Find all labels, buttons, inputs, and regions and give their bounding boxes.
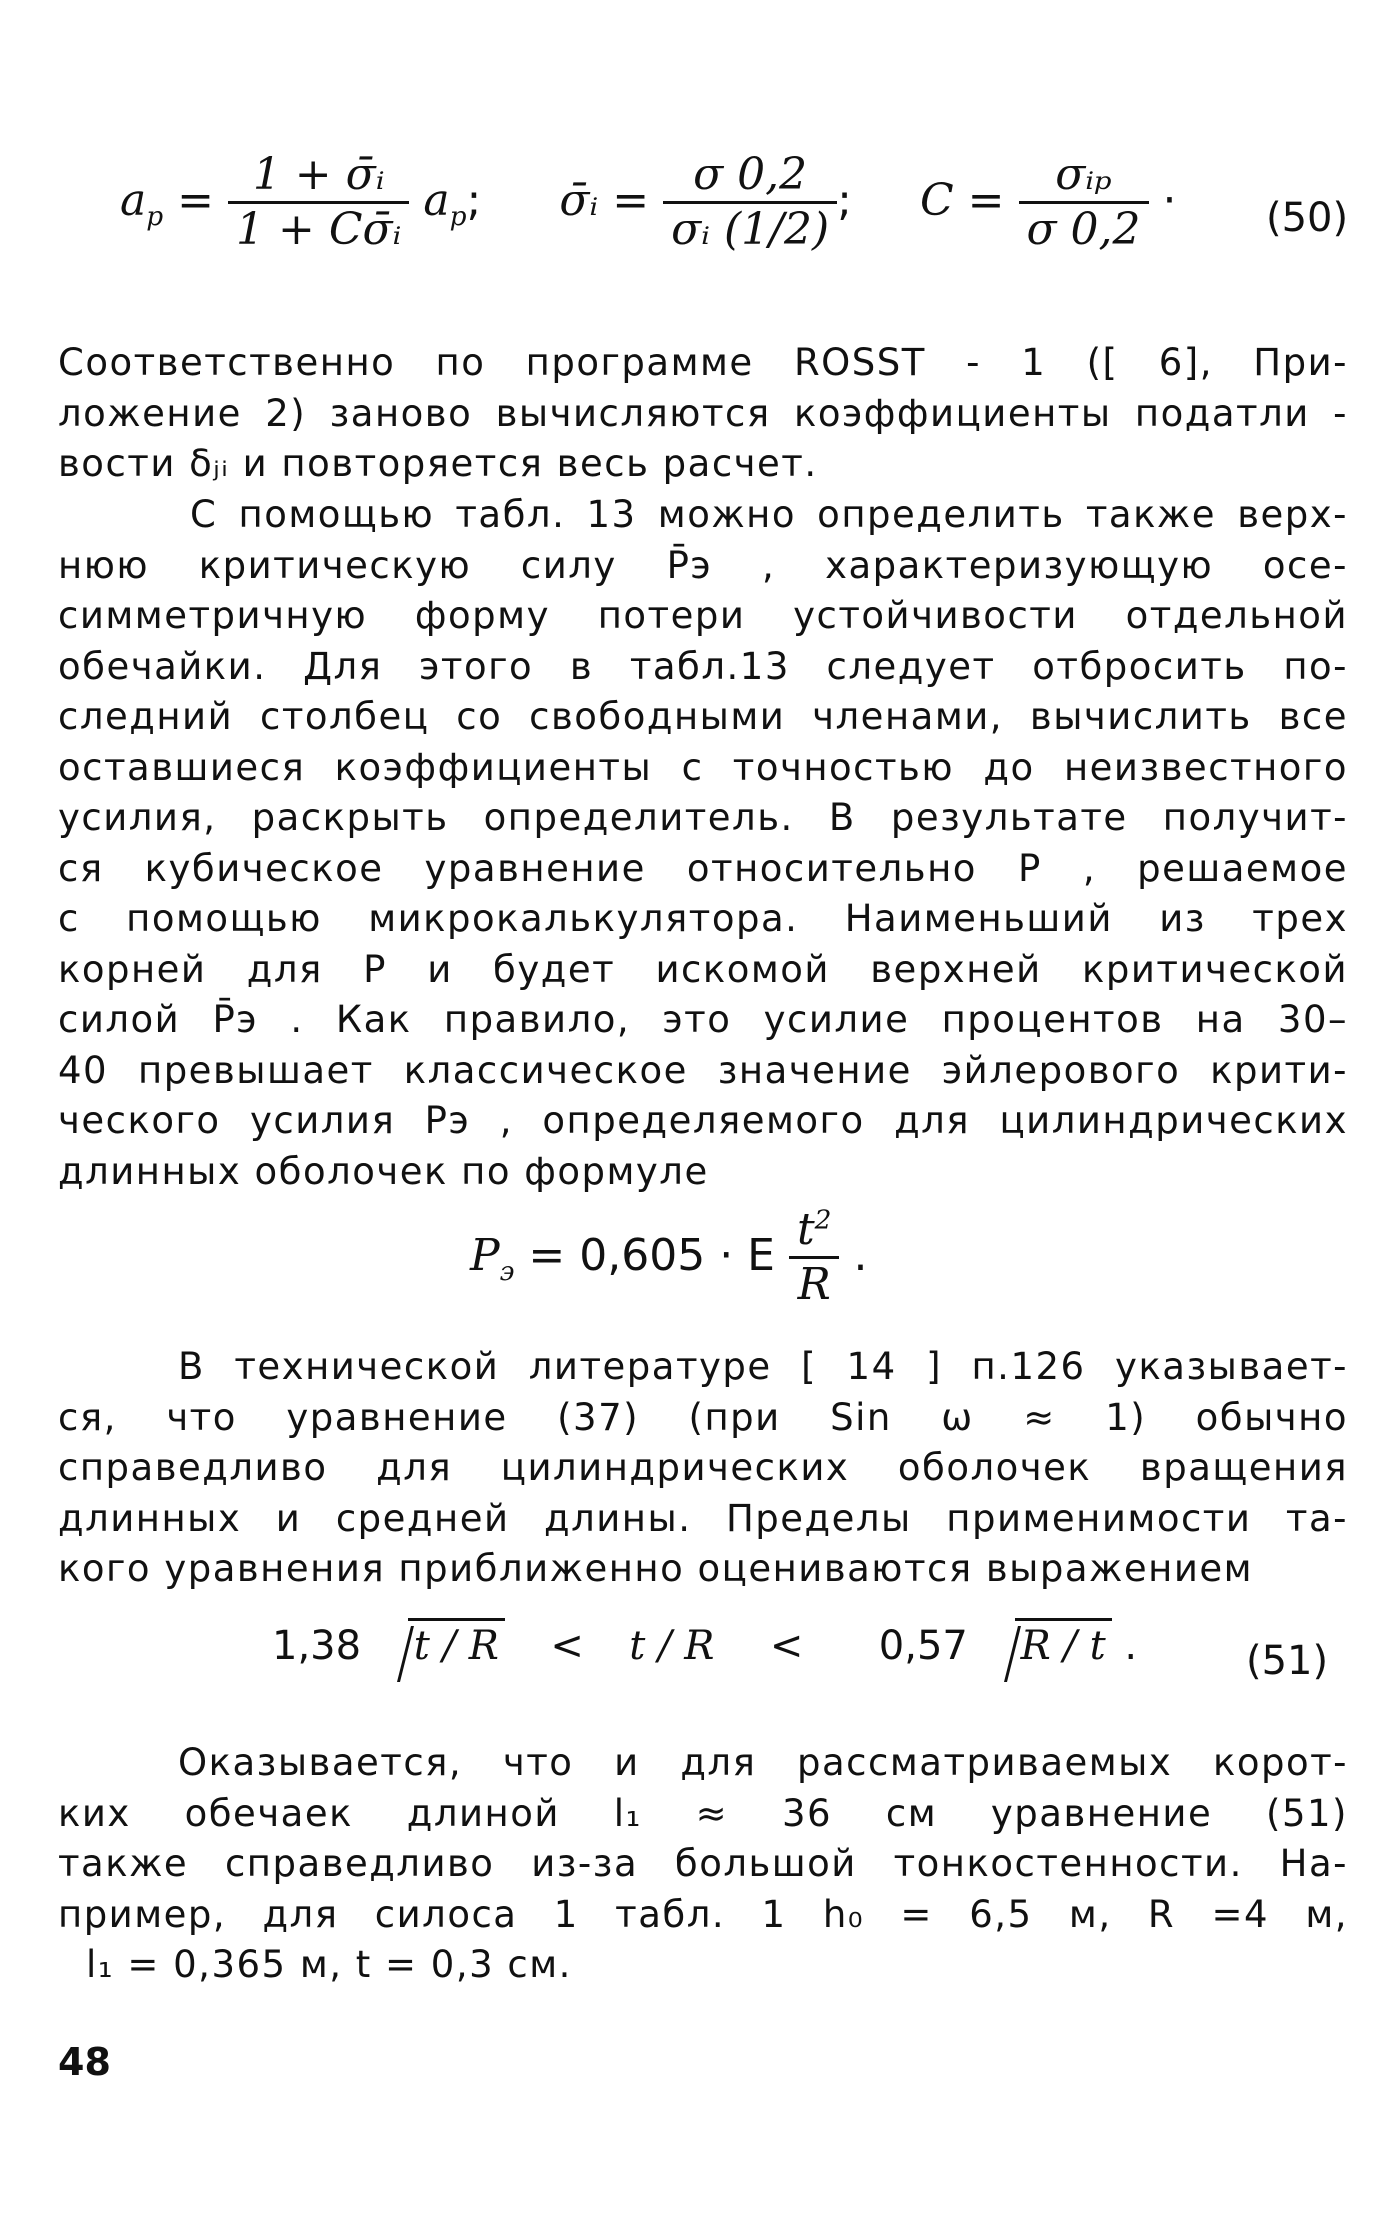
euler-lhs-sub: э [499,1256,515,1287]
text-line: Соответственно по программе ROSST - 1 ([ 6], При- [58,341,1348,384]
sigma-fraction [663,150,837,256]
text-line: симметричную форму потери устойчивости отдельной [58,594,1348,637]
text-line: оставшиеся коэффициенты с точностью до неизвестного [58,745,1348,789]
text-line: с помощью микрокалькулятора. Наименьший из трех [58,897,1348,940]
text-line: нюю критическую силу P̄э , характеризующую осе- [58,543,1348,587]
ap-lhs-sub: p [146,201,164,232]
euler-lhs: P [470,1230,500,1282]
formula-51 [272,1618,1137,1669]
euler-fraction [789,1205,839,1311]
f51-right-root [981,1618,1112,1669]
sep-2: ; [837,175,852,227]
page-number: 48 [58,2040,111,2084]
text-line: длинных и средней длины. Пределы применимости та- [58,1496,1348,1540]
text-line: следний столбец со свободными членами, вычислить все [58,695,1348,738]
c-numerator: σᵢₚ [1019,150,1149,204]
text-line: ся, что уравнение (37) (при Sin ω ≈ 1) обычно [58,1395,1348,1439]
f51-right-coef: 0,57 [878,1623,968,1669]
ap-numerator: 1 + σ̄ᵢ [228,150,409,204]
sep-1: ; [466,175,482,227]
formula-50: $a_p$ = $\frac{\text{1 + σ̄ᵢ}}{\text{1 + Cσ̄ᵢ}}$ $a_p$; σ̄ᵢ = $\frac{\sigma 0,2}{\text{σᵢ (1/2)}}$ ; C = $\frac{\text{σᵢₚ}}{\sigma 0,2}$ · [120,149,1177,255]
ap-fraction [228,150,409,256]
f51-lt-1: < [550,1623,584,1669]
text-line: l₁ = 0,365 м, t = 0,3 см. [86,1943,572,1986]
equation-number-50: (50) [1266,195,1349,241]
sigma-denominator: σᵢ (1/2) [671,203,830,255]
c-fraction [1019,150,1149,256]
ap-rhs-sub: p [449,201,467,232]
text-line: 40 превышает классическое значение эйлерового крити- [58,1048,1348,1092]
euler-numerator-exp: 2 [814,1204,832,1236]
euler-numerator: t [796,1204,815,1255]
paragraph-3 [58,1342,1348,1595]
formula-euler [470,1205,867,1311]
text-line: ложение 2) заново вычисляются коэффициенты податли - [58,391,1348,435]
f51-left-radicand: t / R [408,1618,505,1669]
text-line: усилия, раскрыть определитель. В результате получит- [58,796,1348,839]
euler-eq: = 0,605 · E [528,1230,775,1282]
text-line: силой P̄э . Как правило, это усилие процентов на 30– [58,998,1348,1041]
paragraph-4 [58,1738,1348,1991]
text-line: Оказывается, что и для рассматриваемых корот- [178,1741,1348,1784]
f51-left-root [374,1618,505,1669]
text-line: вости δⱼᵢ и повторяется весь расчет. [58,442,818,485]
sigma-lhs: σ̄ᵢ [559,175,599,227]
text-line: В технической литературе [ 14 ] п.126 указывает- [178,1345,1348,1388]
formula-50-tail: · [1162,175,1177,227]
f51-tail: . [1124,1623,1138,1669]
text-line: ся кубическое уравнение относительно P , решаемое [58,846,1348,890]
f51-right-radicand: R / t [1015,1618,1112,1669]
ap-lhs: a [120,175,147,227]
text-line: длинных оболочек по формуле [58,1149,709,1193]
euler-denominator: R [797,1258,831,1310]
text-line: обечайки. Для этого в табл.13 следует отбросить по- [58,644,1348,688]
paragraph-2 [58,490,1348,1197]
f51-left-coef: 1,38 [272,1623,362,1669]
equation-number-51: (51) [1246,1638,1329,1684]
ap-denominator: 1 + Cσ̄ᵢ [236,203,402,255]
text-line: С помощью табл. 13 можно определить также верх- [190,493,1348,536]
text-line: кого уравнения приближенно оцениваются выражением [58,1547,1254,1590]
paragraph-1 [58,338,1348,490]
text-line: корней для P и будет искомой верхней критической [58,947,1348,991]
text-line: справедливо для цилиндрических оболочек вращения [58,1446,1348,1489]
c-denominator: σ 0,2 [1026,203,1141,255]
euler-tail: . [853,1230,868,1282]
text-line: ческого усилия Pэ , определяемого для цилиндрических [58,1099,1348,1142]
f51-lt-2: < [769,1623,804,1669]
sigma-numerator: σ 0,2 [663,150,837,204]
text-line: также справедливо из-за большой тонкостенности. На- [58,1842,1348,1885]
text-line: пример, для силоса 1 табл. 1 h₀ = 6,5 м, R =4 м, [58,1892,1348,1936]
c-lhs: C [919,175,954,227]
f51-middle: t / R [629,1623,715,1669]
text-line: ких обечаек длиной l₁ ≈ 36 см уравнение (51) [58,1791,1348,1835]
ap-rhs: a [423,175,450,227]
